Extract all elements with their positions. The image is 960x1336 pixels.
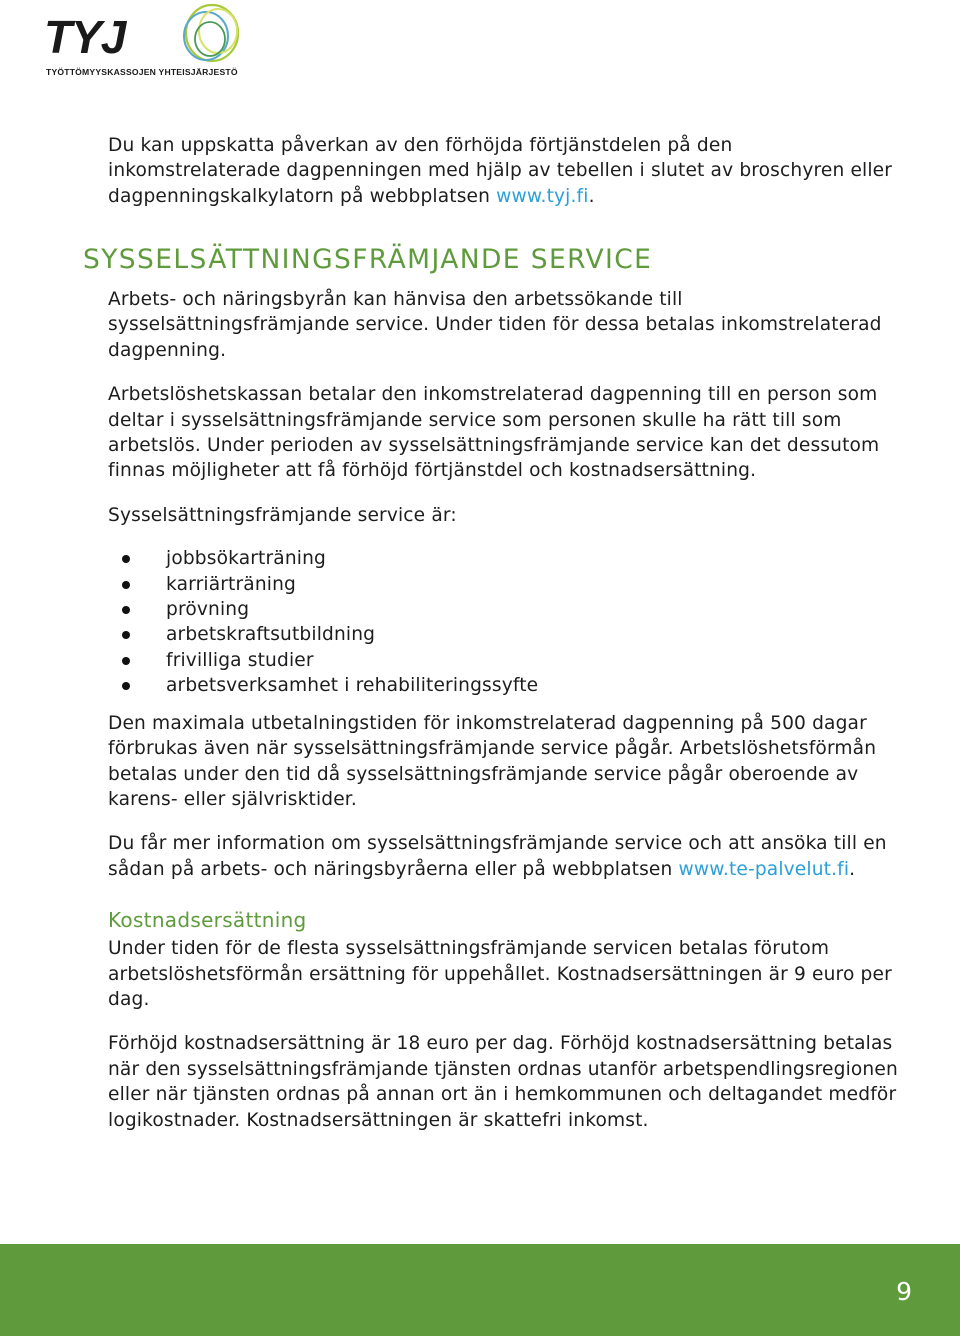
paragraph-referral: Arbets- och näringsbyrån kan hänvisa den arbetssökande till sysselsättningsfrämjande service. Under tiden för dessa betalas inkomstrelaterad dagpenning.	[108, 289, 882, 361]
main-content	[108, 287, 908, 1133]
intro-text: Du kan uppskatta påverkan av den förhöjda förtjänstdelen på den inkomstrelaterade dagpenningen med hjälp av tebellen i slutet av broschyren eller dagpenningskalkylatorn på webbplatsen	[108, 135, 893, 207]
list-item: jobbsökarträning	[108, 546, 908, 571]
logo-rings-icon	[162, 2, 256, 68]
more-info-text: Du får mer information om sysselsättningsfrämjande service och att ansöka till en sådan på arbets- och näringsbyråerna eller på webbplatsen	[108, 833, 887, 880]
list-item: karriärträning	[108, 572, 908, 597]
tyj-link[interactable]: www.tyj.fi	[496, 185, 589, 207]
intro-section	[108, 133, 898, 209]
paragraph-payment: Arbetslöshetskassan betalar den inkomstrelaterad dagpenning till en person som deltar i sysselsättningsfrämjande service som personen skulle ha rätt till som arbetslös. Under perioden av sysselsättningsfrämjande service kan det dessutom finnas möjligheter att få förhöjd förtjänstdel och kostnadsersättning.	[108, 384, 880, 482]
paragraph-increased-compensation: Förhöjd kostnadsersättning är 18 euro per dag. Förhöjd kostnadsersättning betalas när den sysselsättningsfrämjande tjänsten ordnas utanför arbetspendlingsregionen eller när tjänsten ordnas på annan ort än i hemkommunen och deltagandet medför logikostnader. Kostnadsersättningen är skattefri inkomst.	[108, 1033, 898, 1131]
service-list	[108, 546, 908, 698]
paragraph-max-period: Den maximala utbetalningstiden för inkomstrelaterad dagpenning på 500 dagar förbrukas även när sysselsättningsfrämjande service pågår. Arbetslöshetsförmån betalas under den tid då sysselsättningsfrämjande service pågår oberoende av karens- eller självrisktider.	[108, 712, 877, 810]
page-footer	[0, 1244, 960, 1336]
paragraph-more-info	[108, 831, 908, 882]
paragraph-service-list-intro: Sysselsättningsfrämjande service är:	[108, 504, 457, 526]
logo-wordmark: TYJ	[44, 11, 126, 63]
more-info-end: .	[849, 858, 856, 880]
list-item: frivilliga studier	[108, 648, 908, 673]
intro-end: .	[588, 185, 595, 207]
section-title: SYSSELSÄTTNINGSFRÄMJANDE SERVICE	[83, 244, 653, 275]
te-palvelut-link[interactable]: www.te-palvelut.fi	[678, 858, 850, 880]
logo-subtitle: TYÖTTÖMYYSKASSOJEN YHTEISJÄRJESTÖ	[46, 67, 238, 77]
tyj-logo	[44, 0, 238, 82]
subsection-title: Kostnadsersättning	[108, 908, 307, 933]
list-item: arbetsverksamhet i rehabiliteringssyfte	[108, 673, 908, 698]
list-item: prövning	[108, 597, 908, 622]
list-item: arbetskraftsutbildning	[108, 622, 908, 647]
paragraph-cost-compensation: Under tiden för de flesta sysselsättningsfrämjande servicen betalas förutom arbetslöshetsförmån ersättning för uppehållet. Kostnadsersättningen är 9 euro per dag.	[108, 938, 892, 1010]
page-number: 9	[896, 1277, 912, 1306]
intro-paragraph	[108, 133, 898, 209]
